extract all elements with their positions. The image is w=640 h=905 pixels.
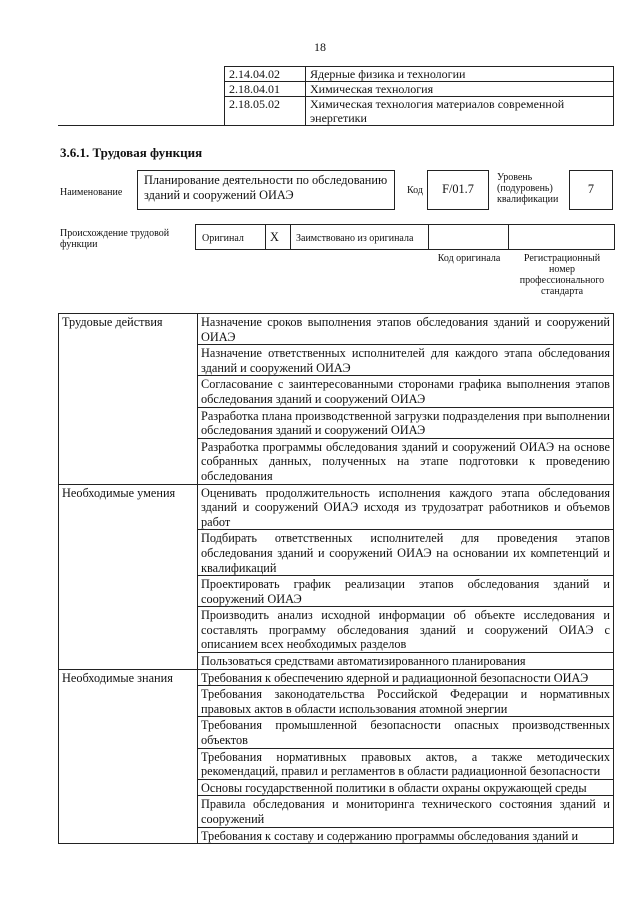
- section-item: Согласование с заинтересованными сторонами графика выполнения этапов обследования зданий и сооружений ОИАЭ: [198, 376, 614, 407]
- education-codes-table: [58, 66, 614, 126]
- divider: [290, 224, 291, 250]
- section-item: Разработка программы обследования зданий и сооружений ОИАЭ на основе собранных данных, полученных на этапе подготовки к проведению обследования: [198, 438, 614, 484]
- section-item: Требования промышленной безопасности опасных производственных объектов: [198, 717, 614, 748]
- section-item: Требования к составу и содержанию программы обследования зданий и: [198, 827, 614, 844]
- table-row: [59, 314, 614, 345]
- section-title: Необходимые знания: [59, 669, 198, 844]
- table-row: [59, 484, 614, 530]
- section-item: Правила обследования и мониторинга технического состояния зданий и сооружений: [198, 796, 614, 827]
- table-row: [59, 669, 614, 686]
- level-value-box: 7: [569, 170, 613, 210]
- function-name-box: Планирование деятельности по обследованию зданий и сооружений ОИАЭ: [137, 170, 395, 210]
- table-row: [58, 82, 614, 97]
- section-item: Подбирать ответственных исполнителей для проведения этапов обследования зданий и сооружений ОИАЭ на основании их компетенций и квалификаций: [198, 530, 614, 576]
- table-row: [58, 97, 614, 126]
- section-item: Требования законодательства Российской Федерации и нормативных правовых актов в области использования атомной энергии: [198, 686, 614, 717]
- code-cell: 2.18.05.02: [225, 97, 306, 126]
- name-cell: Химическая технология: [306, 82, 614, 97]
- original-label: Оригинал: [202, 233, 244, 244]
- section-title: Трудовые действия: [59, 314, 198, 485]
- level-label: Уровень (подуровень) квалификации: [497, 172, 559, 205]
- code-value-box: F/01.7: [427, 170, 489, 210]
- code-label: Код: [407, 185, 423, 196]
- divider: [508, 224, 509, 250]
- section-item: Требования к обеспечению ядерной и радиационной безопасности ОИАЭ: [198, 669, 614, 686]
- name-cell: Химическая технология материалов современной энергетики: [306, 97, 614, 126]
- code-cell: 2.14.04.02: [225, 67, 306, 82]
- section-title: Необходимые умения: [59, 484, 198, 669]
- reg-number-label: Регистрационный номер профессионального стандарта: [519, 253, 605, 297]
- original-mark: X: [270, 230, 279, 244]
- section-item: Оценивать продолжительность исполнения каждого этапа обследования зданий и сооружений ОИАЭ исходя из трудозатрат работников и объемов работ: [198, 484, 614, 530]
- name-cell: Ядерные физика и технологии: [306, 67, 614, 82]
- section-item: Назначение ответственных исполнителей для каждого этапа обследования зданий и сооружений ОИАЭ: [198, 345, 614, 376]
- section-item: Пользоваться средствами автоматизированного планирования: [198, 653, 614, 670]
- section-item: Производить анализ исходной информации об объекте исследования и составлять программу обследования зданий и сооружений ОИАЭ с описанием всех необходимых разделов: [198, 607, 614, 653]
- name-label: Наименование: [60, 187, 123, 198]
- section-item: Проектировать график реализации этапов обследования зданий и сооружений ОИАЭ: [198, 576, 614, 607]
- origin-label: Происхождение трудовой функции: [60, 228, 170, 250]
- section-item: Разработка плана производственной загрузки подразделения при выполнении обследования зданий и сооружений ОИАЭ: [198, 407, 614, 438]
- function-details-table: [58, 313, 614, 844]
- divider: [265, 224, 266, 250]
- code-original-label: Код оригинала: [437, 253, 501, 264]
- section-item: Назначение сроков выполнения этапов обследования зданий и сооружений ОИАЭ: [198, 314, 614, 345]
- table-row: [58, 67, 614, 82]
- section-item: Основы государственной политики в области охраны окружающей среды: [198, 779, 614, 796]
- borrowed-label: Заимствовано из оригинала: [296, 233, 414, 244]
- code-cell: 2.18.04.01: [225, 82, 306, 97]
- section-item: Требования нормативных правовых актов, а также методических рекомендаций, правил и регламентов в области радиационной безопасности: [198, 748, 614, 779]
- section-heading: 3.6.1. Трудовая функция: [60, 145, 203, 160]
- divider: [428, 224, 429, 250]
- page-number: 18: [314, 40, 326, 54]
